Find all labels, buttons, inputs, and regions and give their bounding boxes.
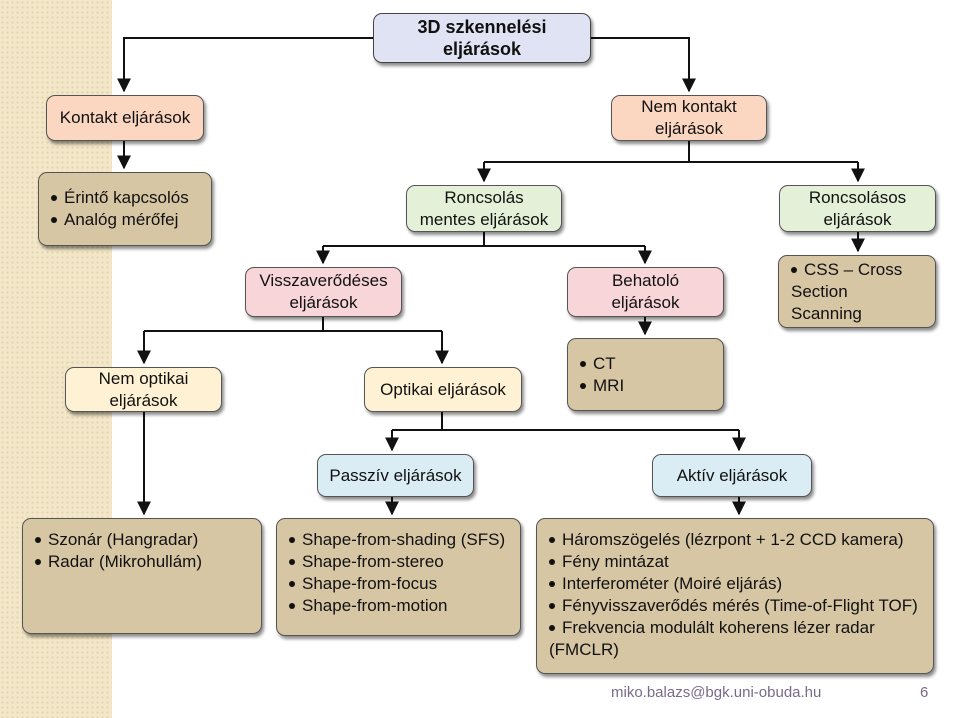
- noncontact-line-2: eljárások: [654, 119, 724, 138]
- penetrating-box: [567, 267, 724, 317]
- active-box: [652, 454, 812, 497]
- nonoptical-line-1: Nem optikai: [98, 368, 189, 388]
- list-item: Fényvisszaverődés mérés (Time-of-Flight TOF): [549, 595, 918, 617]
- sonar-radar-list: [35, 529, 202, 573]
- ct-mri-box: [567, 338, 724, 411]
- passive-box: [317, 454, 474, 497]
- title-line-2: eljárások: [442, 39, 522, 59]
- destructive-box: [779, 185, 936, 232]
- edge-nondestructive-reflective: [323, 246, 645, 263]
- list-item: Érintő kapcsolós: [51, 187, 189, 209]
- edge-optical-passive: [392, 430, 739, 450]
- destructive-line-1: Roncsolásos: [808, 187, 907, 207]
- shape-from-list: [289, 529, 505, 617]
- list-item: Shape-from-motion: [289, 595, 505, 617]
- nondestructive-line-2: mentes eljárások: [419, 209, 549, 229]
- list-item: Fény mintázat: [549, 551, 918, 573]
- list-item: Shape-from-shading (SFS): [289, 529, 505, 551]
- list-item: Analóg mérőfej: [51, 209, 189, 231]
- contact-label: Kontakt eljárások: [59, 108, 191, 127]
- ct-mri-list: [580, 353, 624, 397]
- list-item-continuation: (FMCLR): [549, 640, 619, 659]
- active-label: Aktív eljárások: [676, 465, 788, 485]
- title-box: [373, 13, 591, 63]
- contact-methods-box: [38, 172, 212, 246]
- reflective-line-1: Visszaverődéses: [259, 271, 388, 290]
- penetrating-line-2: eljárások: [611, 293, 680, 312]
- footer-page-number: 6: [920, 684, 929, 701]
- list-item: Interferométer (Moiré eljárás): [549, 573, 918, 595]
- list-item: Frekvencia modulált koherens lézer radar: [549, 617, 918, 639]
- noncontact-line-1: Nem kontakt: [641, 97, 737, 116]
- edge-title-contact: [124, 38, 373, 91]
- contact-methods-list: [51, 187, 189, 231]
- list-item: Radar (Mikrohullám): [35, 551, 202, 573]
- optical-label: Optikai eljárások: [380, 379, 506, 399]
- list-item: Shape-from-stereo: [289, 551, 505, 573]
- optical-box: [364, 367, 522, 412]
- css-box: [778, 255, 936, 328]
- list-item: MRI: [580, 375, 624, 397]
- active-methods-list: [549, 529, 918, 661]
- edge-noncontact-nondestructive: [484, 162, 858, 181]
- nonoptical-line-2: eljárások: [109, 390, 178, 410]
- shape-from-box: [276, 518, 521, 636]
- sonar-radar-box: [22, 518, 262, 634]
- list-item: Szonár (Hangradar): [35, 529, 202, 551]
- edge-reflective-nonoptical: [144, 331, 442, 363]
- nonoptical-box: [65, 367, 222, 412]
- footer-email: miko.balazs@bgk.uni-obuda.hu: [611, 684, 822, 701]
- css-list: [791, 259, 923, 325]
- list-item: CSS – Cross: [791, 259, 923, 281]
- list-item: CT: [580, 353, 624, 375]
- active-methods-box: [536, 518, 934, 674]
- list-item: Shape-from-focus: [289, 573, 505, 595]
- title-line-1: 3D szkennelési: [417, 17, 547, 37]
- reflective-box: [245, 267, 402, 317]
- list-item: Háromszögelés (lézrpont + 1-2 CCD kamera): [549, 529, 918, 551]
- nondestructive-box: [406, 185, 562, 232]
- destructive-line-2: eljárások: [823, 209, 892, 229]
- noncontact-box: [611, 95, 767, 141]
- contact-box: [46, 95, 204, 141]
- edge-title-noncontact: [591, 38, 689, 91]
- penetrating-line-1: Behatoló: [611, 271, 680, 290]
- list-item: Section Scanning: [791, 281, 862, 323]
- passive-label: Passzív eljárások: [329, 465, 462, 485]
- nondestructive-line-1: Roncsolás: [444, 187, 524, 207]
- reflective-line-2: eljárások: [289, 293, 358, 312]
